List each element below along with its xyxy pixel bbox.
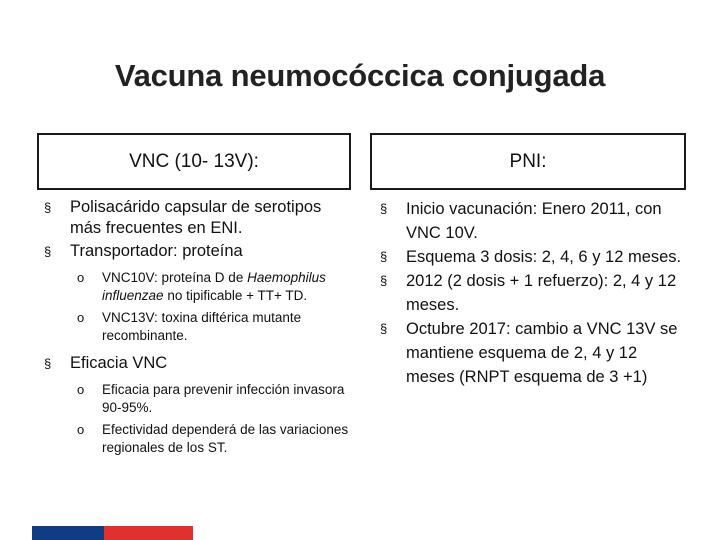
bullet-item: [40, 241, 352, 262]
circle-bullet-icon: o: [77, 382, 85, 397]
slide-title: Vacuna neumocóccica conjugada: [114, 58, 606, 93]
circle-bullet-icon: o: [77, 270, 85, 285]
bullet-item: [376, 317, 688, 389]
bullet-item: [40, 197, 352, 239]
left-column-content: [40, 197, 352, 465]
bullet-text: Esquema 3 dosis: 2, 4, 6 y 12 meses.: [406, 248, 682, 266]
bullet-text: Transportador: proteína: [70, 242, 243, 260]
square-bullet-icon: §: [44, 356, 52, 371]
sub-bullet-text: Efectividad dependerá de las variaciones regionales de los ST.: [102, 422, 349, 455]
bullet-text: Octubre 2017: cambio a VNC 13V se mantiene esquema de 2, 4 y 12 meses (RNPT esquema de 3 +1): [406, 320, 678, 386]
sub-bullet-item: [40, 309, 352, 345]
sub-bullet-text: VNC13V: toxina diftérica mutante recombinante.: [102, 310, 302, 343]
bullet-item: [40, 353, 352, 374]
square-bullet-icon: §: [380, 201, 388, 216]
left-header-label: VNC (10- 13V):: [129, 150, 259, 172]
sub-bullet-text-italic: Haemophilus influenzae: [102, 270, 326, 303]
square-bullet-icon: §: [44, 200, 52, 215]
square-bullet-icon: §: [380, 273, 388, 288]
sub-bullet-item: [40, 381, 352, 417]
square-bullet-icon: §: [380, 321, 388, 336]
bullet-text: Eficacia VNC: [70, 354, 168, 372]
left-column-header: [37, 133, 351, 190]
square-bullet-icon: §: [44, 244, 52, 259]
sub-bullet-item: [40, 269, 352, 305]
bullet-text: Inicio vacunación: Enero 2011, con VNC 10V.: [406, 200, 662, 242]
bullet-item: [376, 245, 688, 269]
footer-stripe-blue: [32, 526, 104, 540]
square-bullet-icon: §: [380, 249, 388, 264]
sub-bullet-text: Eficacia para prevenir infección invasora 90-95%.: [102, 382, 345, 415]
right-column-content: [376, 197, 688, 389]
circle-bullet-icon: o: [77, 422, 85, 437]
sub-bullet-text-rest: no tipificable + TT+ TD.: [167, 288, 308, 303]
circle-bullet-icon: o: [77, 310, 85, 325]
sub-list: [40, 381, 352, 457]
sub-bullet-item: [40, 421, 352, 457]
bullet-item: [376, 197, 688, 245]
sub-bullet-text-lead: VNC10V: proteína D de: [102, 270, 244, 285]
right-header-label: PNI:: [509, 150, 547, 172]
bullet-item: [376, 269, 688, 317]
footer-stripe-red: [104, 526, 193, 540]
bullet-text: 2012 (2 dosis + 1 refuerzo): 2, 4 y 12 meses.: [406, 272, 677, 314]
sub-list: [40, 269, 352, 345]
right-column-header: [370, 133, 686, 190]
bullet-text: Polisacárido capsular de serotipos más frecuentes en ENI.: [70, 198, 322, 237]
